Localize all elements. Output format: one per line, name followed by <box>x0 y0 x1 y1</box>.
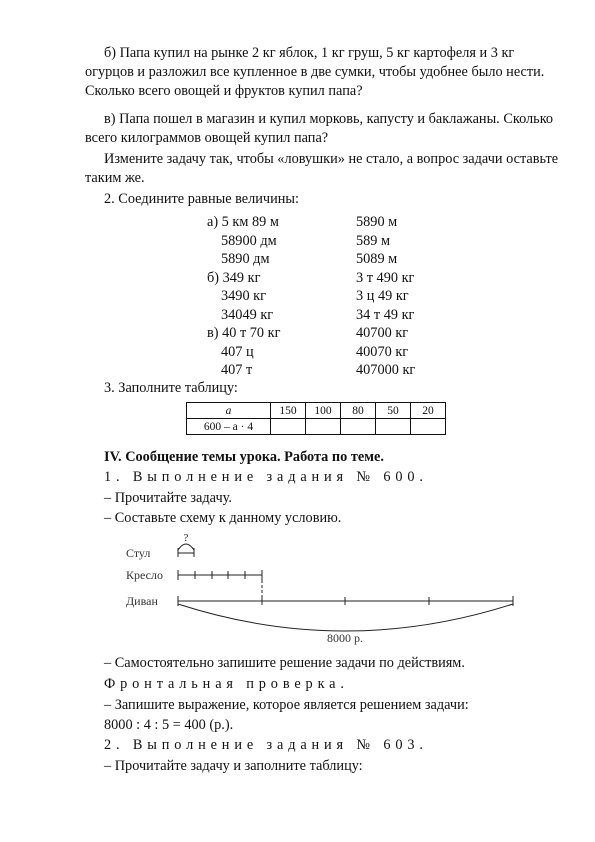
table-cell: 100 <box>306 403 341 419</box>
pair-right: 34 т 49 кг <box>356 307 415 323</box>
pair-right: 3 т 490 кг <box>356 270 415 286</box>
label-total: 8000 р. <box>327 631 363 645</box>
table-expression: 600 – a · 4 <box>187 419 271 435</box>
pair-right: 5890 м <box>356 214 398 230</box>
task-b-line-1: б) Папа купил на рынке 2 кг яблок, 1 кг груш, 5 кг картофеля и 3 кг <box>104 45 515 61</box>
label-sofa: Диван <box>126 594 158 608</box>
change-task-line-1: Измените задачу так, чтобы «ловушки» не стало, а вопрос задачи оставьте <box>104 151 559 167</box>
instruction-solve: – Самостоятельно запишите решение задачи по действиям. <box>104 655 465 671</box>
change-task-line-2: таким же. <box>85 170 145 186</box>
section-3-title: 3. Заполните таблицу: <box>104 380 238 396</box>
pair-left: в) 40 т 70 кг <box>207 325 281 341</box>
pair-left: б) 349 кг <box>207 270 261 286</box>
pair-right: 3 ц 49 кг <box>356 288 409 304</box>
task-v-line-1: в) Папа пошел в магазин и купил морковь, капусту и баклажаны. Сколько <box>104 111 554 127</box>
frontal-check-heading: Фронтальная проверка. <box>104 676 349 692</box>
pair-right: 5089 м <box>356 251 398 267</box>
pair-left: а) 5 км 89 м <box>207 214 279 230</box>
instruction-scheme: – Составьте схему к данному условию. <box>104 510 342 526</box>
instruction-read: – Прочитайте задачу. <box>104 490 232 506</box>
pair-right: 407000 кг <box>356 362 416 378</box>
sofa-brace <box>178 604 513 631</box>
exercise-603-heading: 2. Выполнение задания № 603. <box>104 737 428 753</box>
pair-left: 407 т <box>221 362 253 378</box>
pair-left: 407 ц <box>221 344 254 360</box>
table-cell: 50 <box>376 403 411 419</box>
exercise-600-heading: 1. Выполнение задания № 600. <box>104 469 428 485</box>
pair-left: 5890 дм <box>221 251 270 267</box>
section-4-title: IV. Сообщение темы урока. Работа по теме. <box>104 449 384 465</box>
pair-right: 40070 кг <box>356 344 409 360</box>
pair-left: 58900 дм <box>221 233 277 249</box>
label-armchair: Кресло <box>126 568 163 582</box>
task-b-line-2: огурцов и разложил все купленное в две сумки, чтобы удобнее было нести. <box>85 64 545 80</box>
question-mark: ? <box>183 532 189 544</box>
task-b-line-3: Сколько всего овощей и фруктов купил папа? <box>85 83 363 99</box>
instruction-expression: – Запишите выражение, которое является решением задачи: <box>104 697 469 713</box>
section-2-title: 2. Соедините равные величины: <box>104 191 299 207</box>
pair-left: 3490 кг <box>221 288 266 304</box>
chair-brace <box>178 544 194 550</box>
pair-left: 34049 кг <box>221 307 274 323</box>
pair-right: 40700 кг <box>356 325 409 341</box>
expression-answer: 8000 : 4 : 5 = 400 (р.). <box>104 717 234 733</box>
table-header-a: a <box>187 403 271 419</box>
label-chair: Стул <box>126 546 151 560</box>
table-cell: 150 <box>271 403 306 419</box>
instruction-fill-table: – Прочитайте задачу и заполните таблицу: <box>104 758 363 774</box>
pair-right: 589 м <box>356 233 391 249</box>
task-v-line-2: всего килограммов овощей купил папа? <box>85 130 329 146</box>
table-cell: 20 <box>411 403 446 419</box>
table-cell: 80 <box>341 403 376 419</box>
